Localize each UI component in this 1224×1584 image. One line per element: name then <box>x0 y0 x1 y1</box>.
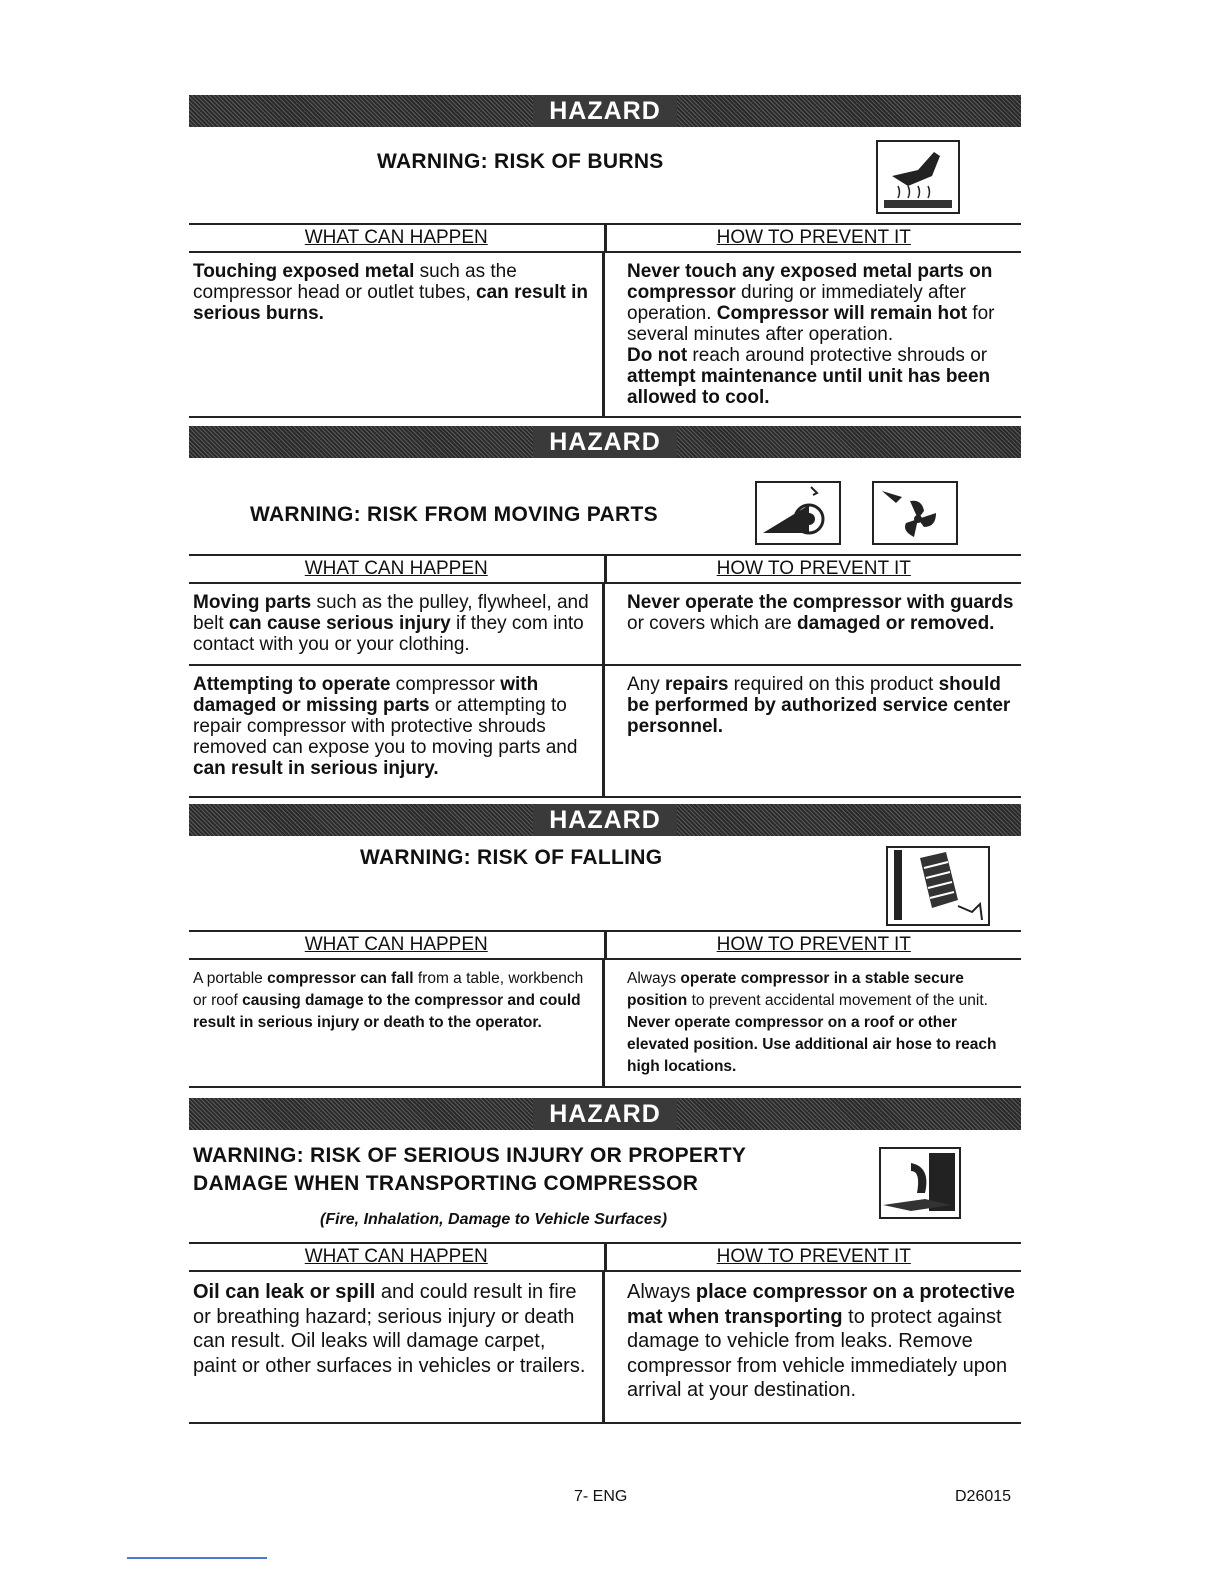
table-header <box>189 932 1021 960</box>
hazard-page <box>189 95 1021 1424</box>
page-number: 7- ENG <box>574 1488 628 1505</box>
how-cell <box>605 1272 1021 1422</box>
hazard-label: HAZARD <box>533 804 677 836</box>
what-cell <box>189 584 605 664</box>
hot-surface-icon <box>876 140 960 214</box>
col-what-header: WHAT CAN HAPPEN <box>189 556 607 582</box>
warning-subtitle: (Fire, Inhalation, Damage to Vehicle Surfaces) <box>320 1211 668 1228</box>
col-what-header: WHAT CAN HAPPEN <box>189 225 607 251</box>
hazard-table-transport <box>189 1242 1021 1424</box>
text-run: from a table, workbench or roof <box>193 970 584 1009</box>
warning-title: WARNING: RISK FROM MOVING PARTS <box>250 503 658 526</box>
table-header <box>189 1244 1021 1272</box>
text-run: Oil can leak or spill <box>193 1281 376 1303</box>
text-run: repairs <box>665 674 729 695</box>
text-run: should be performed by authorized service center personnel. <box>627 674 1011 737</box>
text-run: causing damage to the compressor and could result in serious injury or death to the operator. <box>193 992 581 1031</box>
table-row <box>189 960 1021 1086</box>
hazard-label: HAZARD <box>533 1098 677 1130</box>
hazard-table-falling <box>189 930 1021 1088</box>
text-run: and could result in fire or breathing hazard; serious injury or death can result. Oil leaks will damage carpet, paint or other surfaces in vehicles or trailers. <box>193 1281 586 1377</box>
document-code: D26015 <box>955 1488 1012 1505</box>
col-what-header: WHAT CAN HAPPEN <box>189 932 607 958</box>
warning-header-transport <box>189 1130 1021 1242</box>
warning-title: WARNING: RISK OF BURNS <box>377 150 664 173</box>
table-header <box>189 225 1021 253</box>
text-run: during or immediately after operation. <box>627 282 966 324</box>
col-how-header: HOW TO PREVENT IT <box>716 934 911 955</box>
how-cell <box>605 584 1021 664</box>
text-run: operate compressor in a stable secure position <box>627 970 964 1009</box>
warning-title-line2: DAMAGE WHEN TRANSPORTING COMPRESSOR <box>193 1172 699 1195</box>
how-cell <box>605 253 1021 416</box>
text-run: attempt maintenance until unit has been allowed to cool. <box>627 366 991 408</box>
hazard-banner <box>189 426 1021 458</box>
text-run: compressor can fall <box>267 970 414 987</box>
text-run: to prevent accidental movement of the unit. <box>687 992 988 1009</box>
hazard-label: HAZARD <box>533 426 677 458</box>
warning-header-moving-parts <box>189 458 1021 554</box>
text-run: with damaged or missing parts <box>193 674 539 716</box>
table-header <box>189 556 1021 584</box>
text-run: Never operate compressor on a roof or other elevated position. Use additional air hose to reach high locations. <box>627 1014 997 1075</box>
text-run: such as the pulley, flywheel, and belt <box>193 592 589 634</box>
text-run: Do not <box>627 345 688 366</box>
what-cell <box>189 666 605 796</box>
falling-compressor-icon <box>886 846 990 926</box>
warning-title: WARNING: RISK OF FALLING <box>360 846 663 869</box>
text-run: Never operate the compressor with guards <box>627 592 1014 613</box>
hazard-table-burns <box>189 223 1021 418</box>
col-what-header: WHAT CAN HAPPEN <box>189 1244 607 1270</box>
hazard-banner <box>189 804 1021 836</box>
divider <box>127 1557 267 1559</box>
table-row <box>189 1272 1021 1422</box>
table-row <box>189 584 1021 664</box>
text-run: Compressor will remain hot <box>716 303 968 324</box>
what-cell <box>189 253 605 416</box>
hazard-banner <box>189 1098 1021 1130</box>
text-run: place compressor on a protective mat when transporting <box>627 1281 1015 1328</box>
how-cell <box>605 666 1021 796</box>
table-row <box>189 253 1021 416</box>
col-how-header: HOW TO PREVENT IT <box>716 558 911 579</box>
warning-header-burns <box>189 127 1021 223</box>
text-run: Any <box>627 674 666 695</box>
text-run: such as the compressor head or outlet tubes, <box>193 261 517 303</box>
text-run: Never touch any exposed metal parts on compressor <box>627 261 993 303</box>
pulley-belt-icon <box>755 481 841 545</box>
col-how-header: HOW TO PREVENT IT <box>716 1246 911 1267</box>
text-run: required on this product <box>728 674 939 695</box>
text-run: damaged or removed. <box>797 613 995 634</box>
text-run: to protect against damage to vehicle from leaks. Remove compressor from vehicle immediately upon arrival at your destination. <box>627 1305 1008 1401</box>
text-run: or attempting to repair compressor with protective shrouds removed can expose you to moving parts and <box>193 695 578 758</box>
fan-blade-icon <box>872 481 958 545</box>
text-run: for several minutes after operation. <box>627 303 995 345</box>
hazard-banner <box>189 95 1021 127</box>
what-cell <box>189 960 605 1086</box>
hazard-label: HAZARD <box>533 95 677 127</box>
text-run: Moving parts <box>193 592 312 613</box>
text-run: reach around protective shrouds or <box>687 345 988 366</box>
what-cell <box>189 1272 605 1422</box>
warning-header-falling <box>189 836 1021 930</box>
text-run: if they com into contact with you or your clothing. <box>193 613 584 655</box>
text-run: Touching exposed metal <box>193 261 415 282</box>
text-run: compressor <box>390 674 501 695</box>
text-run: Always <box>627 1281 696 1303</box>
text-run: A portable <box>193 970 268 987</box>
text-run: Always <box>627 970 681 987</box>
text-run: can result in serious burns. <box>193 282 588 324</box>
text-run: can cause serious injury <box>228 613 451 634</box>
oil-leak-icon <box>879 1147 961 1219</box>
text-run: can result in serious injury. <box>193 758 439 779</box>
table-row <box>189 664 1021 796</box>
text-run: or covers which are <box>627 613 798 634</box>
text-run: Attempting to operate <box>193 674 391 695</box>
how-cell <box>605 960 1021 1086</box>
hazard-table-moving-parts <box>189 554 1021 798</box>
col-how-header: HOW TO PREVENT IT <box>716 227 911 248</box>
warning-title-line1: WARNING: RISK OF SERIOUS INJURY OR PROPERTY <box>193 1144 747 1167</box>
